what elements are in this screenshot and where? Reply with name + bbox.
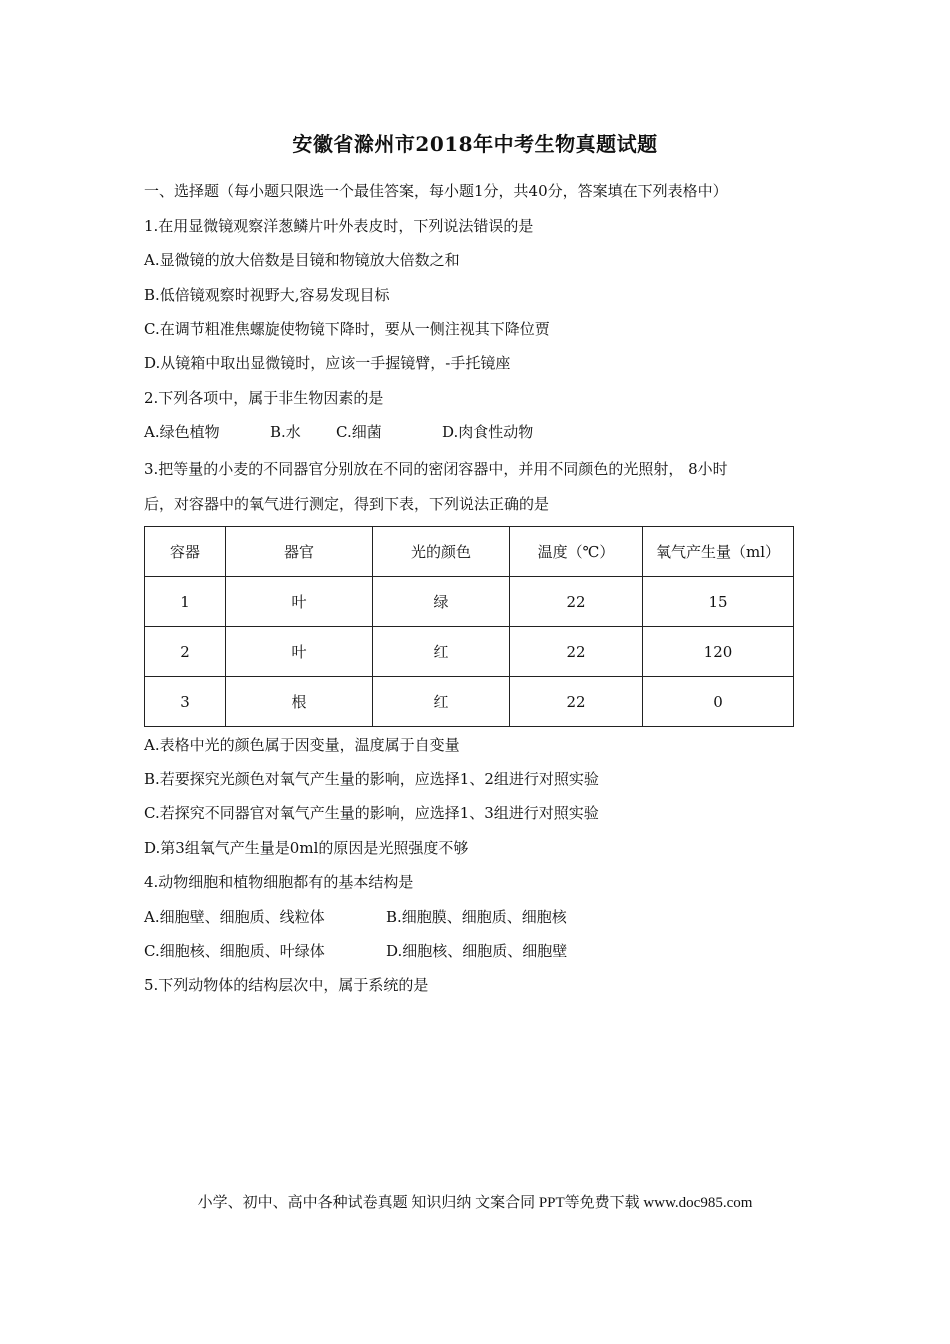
table-cell: 红	[373, 677, 510, 727]
table-header-cell: 容器	[145, 527, 226, 577]
table-cell: 2	[145, 627, 226, 677]
question-2-option-c: C.细菌	[336, 423, 382, 441]
table-cell: 22	[510, 677, 643, 727]
question-2-option-b: B.水	[270, 423, 301, 441]
question-4-options-row-1	[144, 907, 664, 927]
table-cell: 1	[145, 577, 226, 627]
table-row	[145, 627, 794, 677]
section-heading: 一、选择题（每小题只限选一个最佳答案，每小题1分，共40分，答案填在下列表格中）	[144, 182, 728, 200]
question-3-stem-line-2: 后，对容器中的氧气进行测定，得到下表，下列说法正确的是	[144, 495, 550, 513]
question-3-option-b: B.若要探究光颜色对氧气产生量的影响，应选择1、2组进行对照实验	[144, 770, 599, 788]
question-4-option-b: B.细胞膜、细胞质、细胞核	[386, 908, 567, 926]
question-5-stem: 5.下列动物体的结构层次中，属于系统的是	[144, 976, 429, 994]
table-cell: 叶	[226, 577, 373, 627]
question-4-option-d: D.细胞核、细胞质、细胞壁	[386, 942, 568, 960]
table-cell: 绿	[373, 577, 510, 627]
table-cell: 叶	[226, 627, 373, 677]
question-1-option-a: A.显微镜的放大倍数是目镜和物镜放大倍数之和	[144, 251, 460, 269]
table-cell: 根	[226, 677, 373, 727]
oxygen-data-table	[144, 526, 794, 727]
question-2-options	[144, 422, 564, 442]
table-cell: 22	[510, 577, 643, 627]
table-header-row	[145, 527, 794, 577]
question-4-option-c: C.细胞核、细胞质、叶绿体	[144, 942, 325, 960]
table-cell: 红	[373, 627, 510, 677]
question-3-stem-line-1: 3.把等量的小麦的不同器官分别放在不同的密闭容器中，并用不同颜色的光照射， 8小时	[144, 460, 728, 478]
table-row	[145, 677, 794, 727]
question-3-option-a: A.表格中光的颜色属于因变量，温度属于自变量	[144, 736, 460, 754]
question-1-option-d: D.从镜箱中取出显微镜时，应该一手握镜臂，-手托镜座	[144, 354, 511, 372]
table-header-cell: 光的颜色	[373, 527, 510, 577]
table-header-cell: 器官	[226, 527, 373, 577]
question-4-stem: 4.动物细胞和植物细胞都有的基本结构是	[144, 873, 414, 891]
table-cell: 0	[643, 677, 794, 727]
table-header-cell: 温度（℃）	[510, 527, 643, 577]
question-4-options-row-2	[144, 941, 664, 961]
question-3-option-c: C.若探究不同器官对氧气产生量的影响，应选择1、3组进行对照实验	[144, 804, 599, 822]
question-2-stem: 2.下列各项中，属于非生物因素的是	[144, 389, 384, 407]
table-cell: 3	[145, 677, 226, 727]
question-2-option-d: D.肉食性动物	[442, 423, 534, 441]
table-cell: 120	[643, 627, 794, 677]
question-1-option-b: B.低倍镜观察时视野大,容易发现目标	[144, 286, 390, 304]
table-row	[145, 577, 794, 627]
question-2-option-a: A.绿色植物	[144, 423, 220, 441]
question-1-option-c: C.在调节粗准焦螺旋使物镜下降时，要从一侧注视其下降位贾	[144, 320, 550, 338]
table-cell: 22	[510, 627, 643, 677]
question-1-stem: 1.在用显微镜观察洋葱鳞片叶外表皮时，下列说法错误的是	[144, 217, 534, 235]
question-4-option-a: A.细胞壁、细胞质、线粒体	[144, 908, 325, 926]
question-3-option-d: D.第3组氧气产生量是0ml的原因是光照强度不够	[144, 839, 469, 857]
table-header-cell: 氧气产生量（ml）	[643, 527, 794, 577]
table-cell: 15	[643, 577, 794, 627]
page-title: 安徽省滁州市2018年中考生物真题试题	[292, 132, 658, 156]
page-footer: 小学、初中、高中各种试卷真题 知识归纳 文案合同 PPT等免费下载 www.doc985.com	[197, 1195, 753, 1211]
